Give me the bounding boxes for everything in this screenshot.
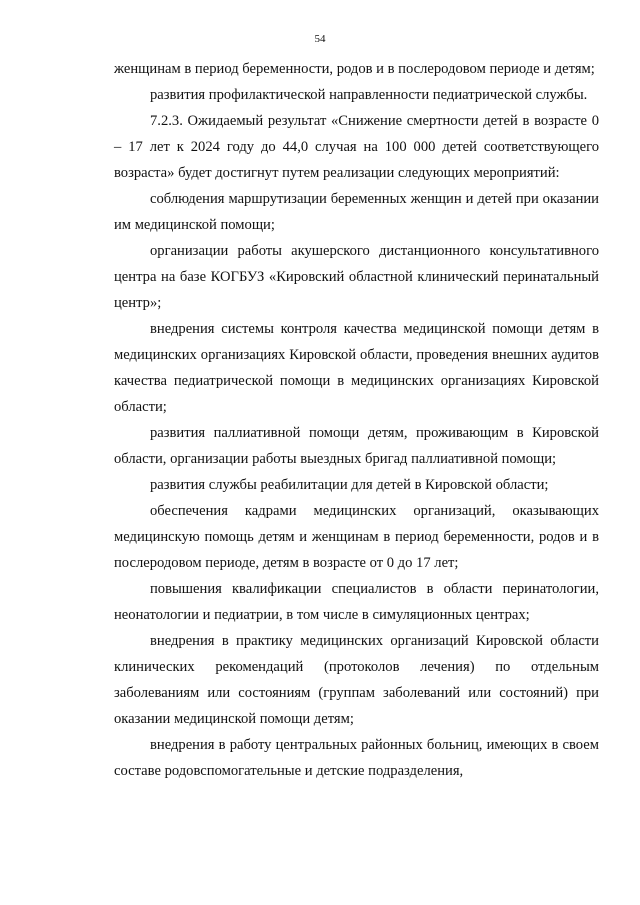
paragraph: развития профилактической направленности педиатрической службы. xyxy=(150,87,588,103)
page-number: 54 xyxy=(314,33,326,45)
paragraph: женщинам в период беременности, родов и в послеродовом периоде и детям; xyxy=(114,61,595,77)
document-body xyxy=(114,56,599,784)
paragraph: развития службы реабилитации для детей в Кировской области; xyxy=(150,477,549,493)
paragraph: внедрения в практику медицинских организаций Кировской области клинических рекомендаций (протоколов лечения) по отдельным заболеваниям или состояниям (группам заболеваний или состояний) при оказании медицинской помощи детям; xyxy=(114,633,599,727)
paragraph: обеспечения кадрами медицинских организаций, оказывающих медицинскую помощь детям и женщинам в период беременности, родов и в послеродовом периоде, детям в возрасте от 0 до 17 лет; xyxy=(114,503,599,571)
paragraph: 7.2.3. Ожидаемый результат «Снижение смертности детей в возрасте 0 – 17 лет к 2024 году до 44,0 случая на 100 000 детей соответствующего возраста» будет достигнут путем реализации следующих мероприятий: xyxy=(114,113,599,181)
paragraph: развития паллиативной помощи детям, проживающим в Кировской области, организации работы выездных бригад паллиативной помощи; xyxy=(114,425,599,467)
paragraph: соблюдения маршрутизации беременных женщин и детей при оказании им медицинской помощи; xyxy=(114,191,599,233)
paragraph-continued: внедрения в работу центральных районных больниц, имеющих в своем составе родовспомогательные и детские подразделения, xyxy=(114,737,599,779)
paragraph: внедрения системы контроля качества медицинской помощи детям в медицинских организациях Кировской области, проведения внешних аудитов качества педиатрической помощи в медицинских организациях Кировской области; xyxy=(114,321,599,415)
paragraph: организации работы акушерского дистанционного консультативного центра на базе КОГБУЗ «Кировский областной клинический перинатальный центр»; xyxy=(114,243,599,311)
paragraph: повышения квалификации специалистов в области перинатологии, неонатологии и педиатрии, в том числе в симуляционных центрах; xyxy=(114,581,599,623)
